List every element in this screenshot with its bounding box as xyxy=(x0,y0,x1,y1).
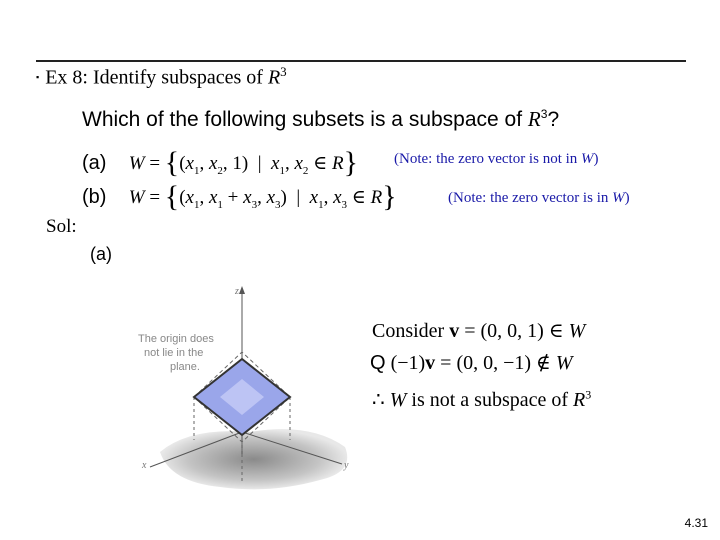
figure-caption-line3: plane. xyxy=(170,361,200,373)
line3-set: W xyxy=(389,389,407,411)
item-a xyxy=(82,146,358,180)
question-exponent: 3 xyxy=(540,107,548,121)
question-mark: ? xyxy=(547,108,560,131)
title-text: Ex 8: Identify subspaces of xyxy=(45,66,263,89)
slide-title xyxy=(36,64,287,90)
header-rule xyxy=(36,60,686,62)
solution-part-label: (a) xyxy=(90,244,112,264)
line3-text: is not a subspace of xyxy=(406,389,574,411)
solution-line-2 xyxy=(370,350,573,375)
x-axis-label: x xyxy=(142,460,147,471)
item-a-label: (a) xyxy=(82,152,107,174)
figure-caption-line2: not lie in the xyxy=(144,347,204,359)
line1-rest: = (0, 0, 1) ∈ xyxy=(459,320,569,342)
item-a-note xyxy=(394,151,599,168)
item-b-note-close: ) xyxy=(624,190,630,206)
title-exponent: 3 xyxy=(280,64,287,79)
y-axis-label: y xyxy=(344,460,349,471)
therefore-icon: ∴ xyxy=(372,389,385,411)
plane-figure xyxy=(130,282,370,492)
consider-text: Consider xyxy=(372,320,445,342)
bullet-icon: ▪ xyxy=(36,71,40,82)
item-b-formula: $W = \{(x_1$, $x_1 + x_3$, $x_3$) | $x_1$, $x_3$ ∈ R} xyxy=(128,180,397,213)
vector-v: v xyxy=(449,320,460,342)
line2-tail: = (0, 0, −1) ∉ xyxy=(435,352,556,374)
floor-shadow xyxy=(160,429,347,489)
title-var: R xyxy=(267,66,281,89)
line2-set: W xyxy=(555,352,573,374)
plane-square xyxy=(194,359,290,435)
since-marker-icon: Q xyxy=(370,352,386,374)
question xyxy=(82,107,559,132)
item-a-note-var: W xyxy=(581,151,594,167)
item-b-label: (b) xyxy=(82,186,107,208)
item-b xyxy=(82,180,397,214)
question-var: R xyxy=(527,107,541,131)
line3-var: R xyxy=(573,389,586,411)
line1-set: W xyxy=(568,320,586,342)
vector-v-2: v xyxy=(425,352,436,374)
figure-caption-line1: The origin does xyxy=(138,333,214,345)
line3-exponent: 3 xyxy=(585,387,592,402)
page-number: 4.31 xyxy=(684,516,708,530)
solution-line-3 xyxy=(372,387,591,412)
item-b-note xyxy=(448,190,630,207)
item-a-note-text: (Note: the zero vector is not in xyxy=(394,151,582,167)
item-a-note-close: ) xyxy=(593,151,599,167)
question-text: Which of the following subsets is a subspace of xyxy=(82,108,523,131)
solution-label: Sol: xyxy=(46,216,77,237)
item-b-note-var: W xyxy=(612,190,625,206)
z-axis-label: z xyxy=(235,286,239,297)
item-a-formula: $W = \{(x_1$, $x_2$, 1) | $x_1$, $x_2$ ∈ R} xyxy=(128,146,359,179)
line2-rest: (−1) xyxy=(385,352,426,374)
item-b-note-text: (Note: the zero vector is in xyxy=(448,190,613,206)
solution-line-1 xyxy=(372,318,585,343)
